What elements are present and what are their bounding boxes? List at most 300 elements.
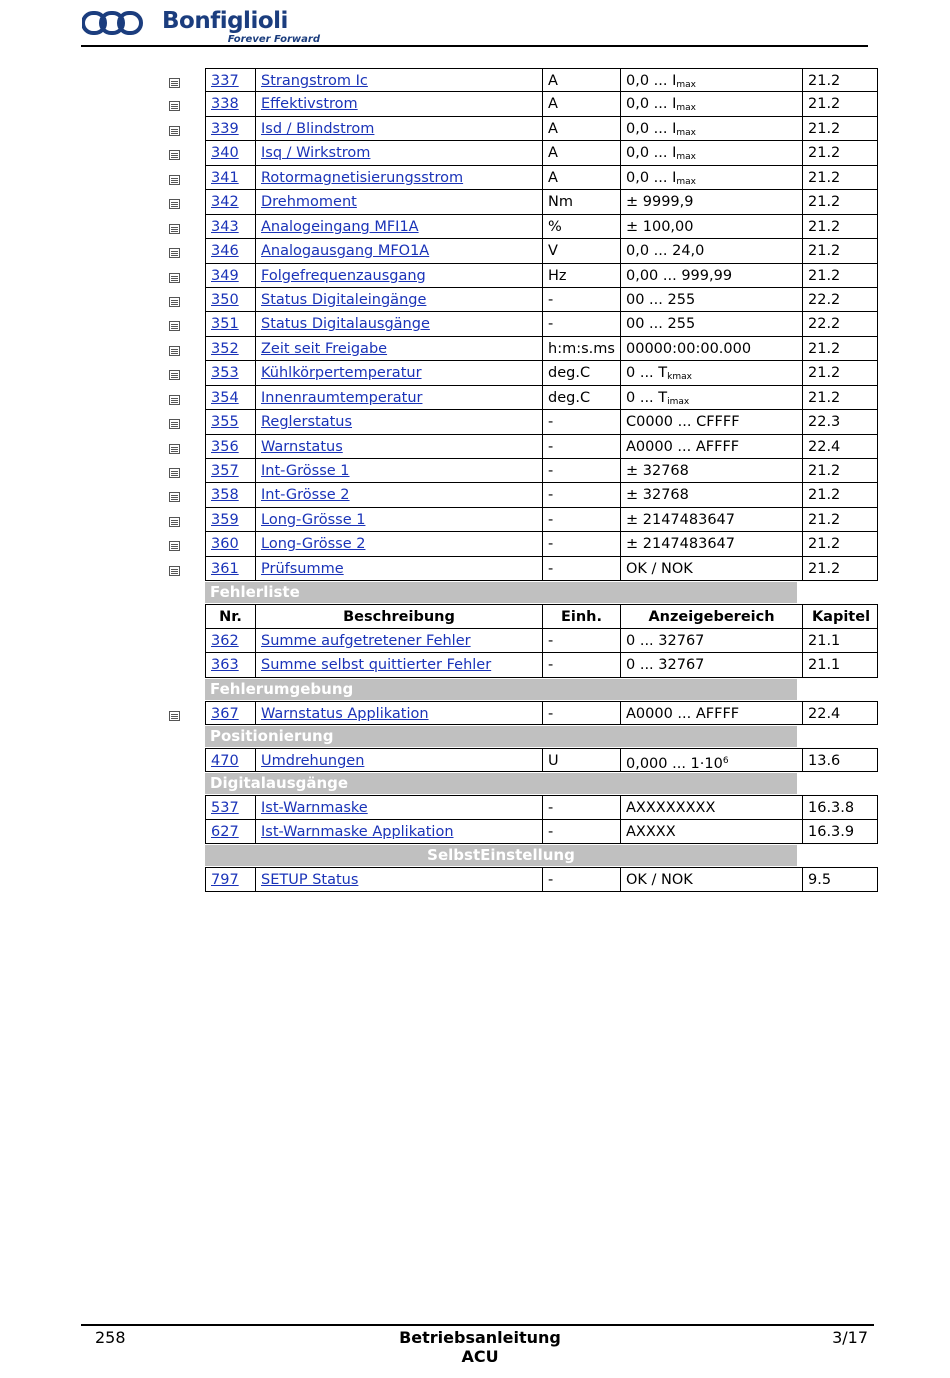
section-row — [205, 581, 878, 604]
table-row — [205, 748, 878, 772]
cell-einheit: - — [542, 702, 620, 724]
table-row — [205, 820, 878, 844]
range-subscript: max — [676, 80, 696, 90]
range-value: 0,0 ... 24,0 — [626, 243, 705, 260]
cell-beschreibung — [255, 483, 542, 506]
cell-nr — [206, 69, 255, 91]
table-row — [205, 795, 878, 819]
parameter-number-link[interactable]: 343 — [211, 218, 239, 235]
parameter-number-link[interactable]: 350 — [211, 291, 239, 308]
note-icon — [169, 248, 180, 258]
cell-beschreibung — [255, 749, 542, 771]
cell-nr — [206, 653, 255, 676]
cell-kapitel: 22.4 — [802, 702, 879, 724]
parameter-number-link[interactable]: 349 — [211, 267, 239, 284]
cell-anzeigebereich — [620, 410, 802, 433]
parameter-name-link[interactable]: Isd / Blindstrom — [261, 120, 375, 137]
table-row — [205, 459, 878, 483]
parameter-number-link[interactable]: 341 — [211, 169, 239, 186]
cell-kapitel: 21.2 — [802, 483, 879, 506]
cell-beschreibung — [255, 868, 542, 890]
parameter-name-link[interactable]: Effektivstrom — [261, 96, 358, 113]
parameter-name-link[interactable]: SETUP Status — [261, 872, 359, 889]
cell-nr — [206, 629, 255, 652]
note-icon — [169, 419, 180, 429]
cell-einheit: A — [542, 92, 620, 115]
table-row — [205, 410, 878, 434]
cell-beschreibung — [255, 629, 542, 652]
range-value: OK / NOK — [626, 872, 693, 889]
range-value: 0 ... T — [626, 389, 668, 406]
note-icon — [169, 224, 180, 234]
cell-beschreibung — [255, 386, 542, 409]
cell-anzeigebereich — [620, 92, 802, 115]
section-title-positionierung: Positionierung — [205, 726, 797, 747]
table-row — [205, 508, 878, 532]
parameter-name-link[interactable]: Long-Grösse 1 — [261, 511, 366, 528]
parameter-number-link[interactable]: 357 — [211, 463, 239, 479]
cell-nr — [206, 190, 255, 213]
cell-kapitel: 21.2 — [802, 459, 879, 482]
cell-nr — [206, 435, 255, 458]
cell-nr — [206, 483, 255, 506]
parameter-name-link[interactable]: Int-Grösse 1 — [261, 463, 350, 479]
cell-beschreibung — [255, 117, 542, 140]
cell-beschreibung — [255, 69, 542, 91]
cell-kapitel: 21.2 — [802, 190, 879, 213]
cell-beschreibung — [255, 532, 542, 555]
table-row — [205, 92, 878, 116]
cell-kapitel: 16.3.9 — [802, 820, 879, 843]
parameter-number-link[interactable]: 356 — [211, 438, 239, 455]
table-row — [205, 141, 878, 165]
cell-einheit: - — [542, 532, 620, 555]
cell-nr — [206, 508, 255, 531]
cell-nr — [206, 337, 255, 360]
range-value: 0,000 ... 1·10 — [626, 755, 723, 772]
cell-anzeigebereich — [620, 190, 802, 213]
range-value: ± 9999,9 — [626, 194, 694, 211]
cell-anzeigebereich — [620, 557, 802, 580]
parameter-name-link[interactable]: Summe selbst quittierter Fehler — [261, 657, 492, 674]
logo-tagline: Forever Forward — [227, 34, 320, 45]
parameter-number-link[interactable]: 346 — [211, 243, 239, 260]
cell-einheit: - — [542, 410, 620, 433]
parameter-name-link[interactable]: Long-Grösse 2 — [261, 536, 366, 553]
cell-nr — [206, 796, 255, 818]
cell-einheit: deg.C — [542, 361, 620, 384]
note-icon — [169, 199, 180, 209]
table-row — [205, 701, 878, 725]
range-value: 00 ... 255 — [626, 316, 696, 333]
cell-kapitel: 21.2 — [802, 239, 879, 262]
range-value: 0 ... 32767 — [626, 657, 705, 674]
section-title-digitalausgaenge: Digitalausgänge — [205, 773, 797, 794]
section-title-fehlerliste: Fehlerliste — [205, 582, 797, 603]
range-value: C0000 ... CFFFF — [626, 414, 740, 431]
header-nr: Nr. — [219, 609, 242, 626]
table-row — [205, 386, 878, 410]
brand-logo — [82, 8, 320, 48]
cell-kapitel: 21.2 — [802, 264, 879, 287]
cell-beschreibung — [255, 459, 542, 482]
parameter-name-link[interactable]: Int-Grösse 2 — [261, 487, 350, 504]
cell-anzeigebereich — [620, 239, 802, 262]
cell-anzeigebereich — [620, 361, 802, 384]
parameter-number-link[interactable]: 627 — [211, 823, 239, 840]
cell-nr — [206, 702, 255, 724]
parameter-number-link[interactable]: 537 — [211, 800, 239, 817]
parameter-number-link[interactable]: 353 — [211, 365, 239, 382]
cell-beschreibung — [255, 508, 542, 531]
cell-anzeigebereich — [620, 215, 802, 238]
cell-nr — [206, 166, 255, 189]
cell-nr — [206, 820, 255, 843]
table-row — [205, 483, 878, 507]
cell-einheit: A — [542, 117, 620, 140]
parameter-number-link[interactable]: 470 — [211, 752, 239, 769]
cell-anzeigebereich — [620, 288, 802, 311]
parameter-number-link[interactable]: 339 — [211, 120, 239, 137]
cell-beschreibung — [255, 288, 542, 311]
cell-beschreibung — [255, 190, 542, 213]
range-subscript: kmax — [667, 372, 692, 383]
section-row — [205, 844, 878, 867]
cell-kapitel: 21.2 — [802, 141, 879, 164]
note-icon — [169, 468, 180, 478]
range-value: 0,0 ... I — [626, 120, 677, 137]
range-value: ± 2147483647 — [626, 536, 736, 553]
parameter-number-link[interactable]: 337 — [211, 73, 239, 89]
table-row — [205, 166, 878, 190]
document-title: Betriebsanleitung ACU — [399, 1328, 561, 1366]
parameter-name-link[interactable]: Folgefrequenzausgang — [261, 267, 426, 284]
table-row — [205, 190, 878, 214]
parameter-number-link[interactable]: 360 — [211, 536, 239, 553]
parameter-name-link[interactable]: Reglerstatus — [261, 414, 353, 431]
table-row — [205, 239, 878, 263]
cell-nr — [206, 557, 255, 580]
parameter-number-link[interactable]: 352 — [211, 340, 239, 357]
note-icon — [169, 444, 180, 454]
parameter-name-link[interactable]: Warnstatus Applikation — [261, 705, 429, 722]
cell-anzeigebereich — [620, 141, 802, 164]
parameter-name-link[interactable]: Status Digitalausgänge — [261, 316, 430, 333]
parameter-number-link[interactable]: 797 — [211, 872, 239, 889]
cell-nr — [206, 288, 255, 311]
note-icon — [169, 541, 180, 551]
cell-kapitel: 13.6 — [802, 749, 879, 771]
section-title-selbsteinstellung: SelbstEinstellung — [205, 845, 797, 866]
table-row — [205, 312, 878, 336]
cell-einheit: - — [542, 312, 620, 335]
cell-beschreibung — [255, 92, 542, 115]
cell-einheit: A — [542, 69, 620, 91]
table-row — [205, 867, 878, 891]
parameter-name-link[interactable]: Zeit seit Freigabe — [261, 340, 388, 357]
parameter-number-link[interactable]: 342 — [211, 194, 239, 211]
cell-einheit: - — [542, 508, 620, 531]
cell-einheit: - — [542, 868, 620, 890]
cell-kapitel: 21.2 — [802, 117, 879, 140]
cell-nr — [206, 386, 255, 409]
header-beschreibung: Beschreibung — [255, 605, 542, 627]
note-icon — [169, 321, 180, 331]
cell-beschreibung — [255, 702, 542, 724]
cell-anzeigebereich — [620, 117, 802, 140]
cell-einheit: deg.C — [542, 386, 620, 409]
cell-kapitel: 21.2 — [802, 557, 879, 580]
cell-kapitel: 21.2 — [802, 215, 879, 238]
note-icon — [169, 175, 180, 185]
table-row — [205, 629, 878, 653]
parameter-number-link[interactable]: 367 — [211, 705, 239, 722]
note-icon — [169, 346, 180, 356]
cell-anzeigebereich — [620, 166, 802, 189]
range-superscript: 6 — [722, 755, 729, 766]
table-header-row — [205, 604, 878, 628]
cell-nr — [206, 361, 255, 384]
range-value: 0,0 ... I — [626, 145, 677, 162]
cell-nr — [206, 459, 255, 482]
table-row — [205, 264, 878, 288]
cell-nr — [206, 312, 255, 335]
cell-kapitel: 21.2 — [802, 386, 879, 409]
cell-beschreibung — [255, 557, 542, 580]
bonfiglioli-logo-icon — [82, 10, 156, 36]
range-subscript: max — [676, 176, 696, 187]
cell-kapitel: 22.4 — [802, 435, 879, 458]
cell-beschreibung — [255, 166, 542, 189]
cell-kapitel: 21.2 — [802, 508, 879, 531]
cell-einheit: Hz — [542, 264, 620, 287]
table-row — [205, 288, 878, 312]
note-icon — [169, 566, 180, 576]
range-value: 0,00 ... 999,99 — [626, 267, 733, 284]
parameter-number-link[interactable]: 359 — [211, 511, 239, 528]
cell-nr — [206, 117, 255, 140]
cell-anzeigebereich — [620, 702, 802, 724]
cell-beschreibung — [255, 215, 542, 238]
cell-nr — [206, 749, 255, 771]
cell-kapitel: 21.2 — [802, 166, 879, 189]
range-value: ± 100,00 — [626, 218, 694, 235]
page-number: 258 — [95, 1328, 126, 1347]
note-icon — [169, 101, 180, 111]
cell-anzeigebereich — [620, 868, 802, 890]
cell-anzeigebereich — [620, 508, 802, 531]
cell-kapitel: 22.2 — [802, 288, 879, 311]
cell-kapitel: 21.1 — [802, 653, 879, 676]
cell-anzeigebereich — [620, 459, 802, 482]
cell-einheit: V — [542, 239, 620, 262]
parameter-number-link[interactable]: 361 — [211, 560, 239, 577]
cell-anzeigebereich — [620, 483, 802, 506]
parameter-name-link[interactable]: Strangstrom Ic — [261, 73, 368, 89]
cell-beschreibung — [255, 653, 542, 676]
cell-kapitel: 16.3.8 — [802, 796, 879, 818]
cell-kapitel: 21.2 — [802, 361, 879, 384]
cell-beschreibung — [255, 796, 542, 818]
cell-anzeigebereich — [620, 653, 802, 676]
note-icon — [169, 492, 180, 502]
table-row — [205, 435, 878, 459]
logo-text: Bonfiglioli — [162, 8, 288, 34]
cell-anzeigebereich — [620, 312, 802, 335]
parameter-name-link[interactable]: Ist-Warnmaske Applikation — [261, 823, 454, 840]
range-subscript: imax — [667, 396, 690, 407]
parameter-number-link[interactable]: 363 — [211, 657, 239, 674]
cell-einheit: - — [542, 288, 620, 311]
section-row — [205, 678, 878, 701]
cell-einheit: - — [542, 435, 620, 458]
cell-einheit: Nm — [542, 190, 620, 213]
cell-anzeigebereich — [620, 749, 802, 771]
footer-rule — [81, 1324, 874, 1326]
section-title-fehlerumgebung: Fehlerumgebung — [205, 679, 797, 700]
range-value: 0,0 ... I — [626, 96, 677, 113]
parameter-name-link[interactable]: Isq / Wirkstrom — [261, 145, 371, 162]
parameter-name-link[interactable]: Summe aufgetretener Fehler — [261, 632, 471, 649]
cell-kapitel: 9.5 — [802, 868, 879, 890]
table-row — [205, 117, 878, 141]
cell-nr — [206, 868, 255, 890]
cell-kapitel: 22.2 — [802, 312, 879, 335]
table-row — [205, 215, 878, 239]
cell-anzeigebereich — [620, 264, 802, 287]
parameter-number-link[interactable]: 338 — [211, 96, 239, 113]
parameter-number-link[interactable]: 358 — [211, 487, 239, 504]
cell-anzeigebereich — [620, 532, 802, 555]
parameter-name-link[interactable]: Ist-Warnmaske — [261, 800, 368, 817]
parameter-name-link[interactable]: Analogausgang MFO1A — [261, 243, 430, 260]
header-kapitel: Kapitel — [802, 605, 879, 627]
note-icon — [169, 711, 180, 721]
section-row — [205, 772, 878, 795]
note-icon — [169, 297, 180, 307]
cell-einheit: - — [542, 629, 620, 652]
note-icon — [169, 517, 180, 527]
parameter-number-link[interactable]: 340 — [211, 145, 239, 162]
parameter-name-link[interactable]: Warnstatus — [261, 438, 343, 455]
header-anzeigebereich: Anzeigebereich — [620, 605, 802, 627]
parameter-name-link[interactable]: Status Digitaleingänge — [261, 291, 427, 308]
cell-nr — [206, 410, 255, 433]
cell-kapitel: 22.3 — [802, 410, 879, 433]
note-icon — [169, 78, 180, 88]
cell-nr — [206, 92, 255, 115]
cell-anzeigebereich — [620, 386, 802, 409]
cell-beschreibung — [255, 239, 542, 262]
cell-beschreibung — [255, 264, 542, 287]
cell-einheit: - — [542, 459, 620, 482]
parameter-name-link[interactable]: Prüfsumme — [261, 560, 344, 577]
cell-beschreibung — [255, 361, 542, 384]
cell-beschreibung — [255, 435, 542, 458]
cell-beschreibung — [255, 141, 542, 164]
table-row — [205, 532, 878, 556]
range-value: AXXXXXXXX — [626, 800, 716, 817]
parameter-number-link[interactable]: 362 — [211, 632, 239, 649]
cell-anzeigebereich — [620, 435, 802, 458]
cell-kapitel: 21.1 — [802, 629, 879, 652]
cell-einheit: % — [542, 215, 620, 238]
cell-kapitel: 21.2 — [802, 337, 879, 360]
cell-beschreibung — [255, 820, 542, 843]
table-row — [205, 653, 878, 677]
parameter-name-link[interactable]: Umdrehungen — [261, 752, 365, 769]
range-subscript: max — [676, 103, 696, 114]
cell-beschreibung — [255, 312, 542, 335]
parameter-number-link[interactable]: 351 — [211, 316, 239, 333]
table-row — [205, 361, 878, 385]
cell-kapitel: 21.2 — [802, 69, 879, 91]
parameter-table — [205, 68, 878, 892]
parameter-name-link[interactable]: Innenraumtemperatur — [261, 389, 423, 406]
header-einheit: Einh. — [542, 605, 620, 627]
range-value: ± 32768 — [626, 487, 689, 504]
range-value: 0 ... T — [626, 365, 668, 382]
table-row — [205, 68, 878, 92]
cell-beschreibung — [255, 337, 542, 360]
range-subscript: max — [676, 127, 696, 138]
range-value: A0000 ... AFFFF — [626, 438, 740, 455]
range-value: 0,0 ... I — [626, 169, 677, 186]
parameter-number-link[interactable]: 355 — [211, 414, 239, 431]
cell-einheit: A — [542, 166, 620, 189]
cell-beschreibung — [255, 410, 542, 433]
range-subscript: max — [676, 152, 696, 163]
section-row — [205, 725, 878, 748]
range-value: 0,0 ... I — [626, 73, 677, 89]
range-value: A0000 ... AFFFF — [626, 705, 740, 722]
range-value: ± 2147483647 — [626, 511, 736, 528]
cell-einheit: - — [542, 796, 620, 818]
cell-kapitel: 21.2 — [802, 92, 879, 115]
parameter-name-link[interactable]: Analogeingang MFI1A — [261, 218, 419, 235]
table-row — [205, 557, 878, 581]
cell-anzeigebereich — [620, 820, 802, 843]
parameter-name-link[interactable]: Kühlkörpertemperatur — [261, 365, 422, 382]
cell-einheit: U — [542, 749, 620, 771]
cell-einheit: - — [542, 820, 620, 843]
cell-einheit: h:m:s.ms — [542, 337, 620, 360]
note-icon — [169, 126, 180, 136]
range-value: 00 ... 255 — [626, 291, 696, 308]
table-row — [205, 337, 878, 361]
cell-nr — [206, 532, 255, 555]
cell-einheit: - — [542, 653, 620, 676]
parameter-name-link[interactable]: Rotormagnetisierungsstrom — [261, 169, 464, 186]
cell-einheit: - — [542, 483, 620, 506]
cell-anzeigebereich — [620, 796, 802, 818]
cell-einheit: - — [542, 557, 620, 580]
range-value: 00000:00:00.000 — [626, 340, 752, 357]
note-icon — [169, 370, 180, 380]
header-rule — [81, 45, 868, 47]
document-date: 3/17 — [832, 1328, 868, 1347]
parameter-name-link[interactable]: Drehmoment — [261, 194, 357, 211]
range-value: OK / NOK — [626, 560, 693, 577]
cell-anzeigebereich — [620, 629, 802, 652]
note-icon — [169, 395, 180, 405]
cell-einheit: A — [542, 141, 620, 164]
cell-anzeigebereich — [620, 69, 802, 91]
range-value: 0 ... 32767 — [626, 632, 705, 649]
cell-nr — [206, 239, 255, 262]
parameter-number-link[interactable]: 354 — [211, 389, 239, 406]
cell-kapitel: 21.2 — [802, 532, 879, 555]
